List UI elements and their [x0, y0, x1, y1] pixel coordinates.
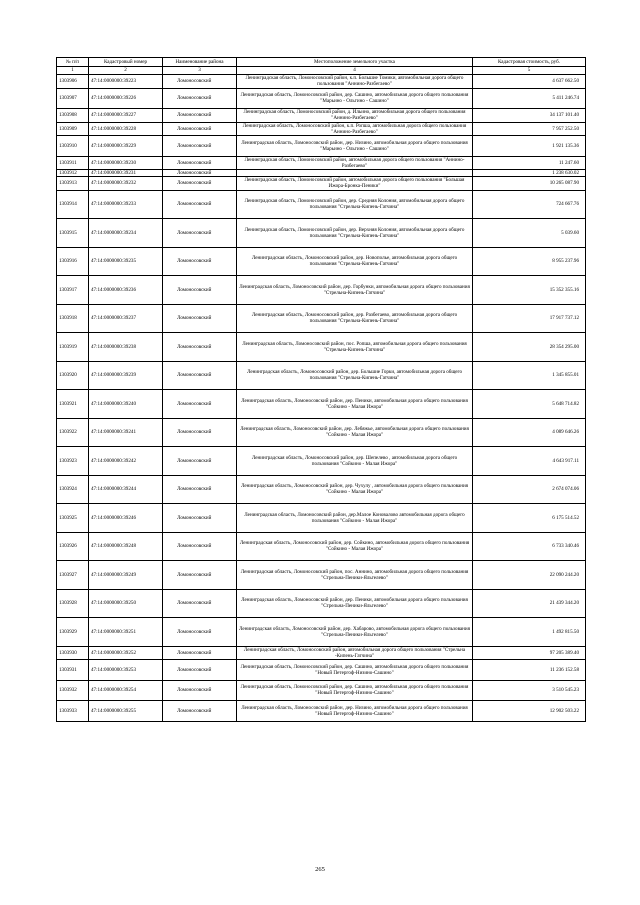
row-index: 1303909: [57, 122, 89, 136]
table-row: [57, 177, 586, 191]
row-index: 1303919: [57, 333, 89, 362]
row-index: 1303924: [57, 475, 89, 504]
column-number: 5: [473, 67, 586, 75]
cadastral-number: 47:14:0000000:39253: [89, 660, 163, 681]
district-name: Ломоносовский: [163, 532, 237, 561]
location: Ленинградская область, Ломоносовский район, дер. Сашино, автомобильная дорога общего пользования "Марьино - Ольгино - Сашино": [237, 88, 473, 109]
cadastral-number: 47:14:0000000:39249: [89, 561, 163, 590]
district-name: Ломоносовский: [163, 109, 237, 123]
district-name: Ломоносовский: [163, 390, 237, 419]
location: Ленинградская область, Ломоносовский район, пос. Ропша, автомобильная дорога общего пользования "Стрельна-Кипень-Гатчина": [237, 333, 473, 362]
cadastral-value: 10 265 087.90: [473, 177, 586, 191]
cadastral-number: 47:14:0000000:39239: [89, 361, 163, 390]
table-row: [57, 680, 586, 701]
cadastral-value: 7 957 252.50: [473, 122, 586, 136]
cadastral-value: 1 921 135.36: [473, 136, 586, 157]
header-cadastral-number: Кадастровый номер: [89, 58, 163, 67]
location: Ленинградская область, Ломоносовский район, дер. Хабарово, автомобильная дорога общего пользования "Стрельна-Пеники-Яльгелево": [237, 618, 473, 647]
row-index: 1303931: [57, 660, 89, 681]
cadastral-value: 1 238 630.02: [473, 170, 586, 177]
cadastral-value: 6 733 340.46: [473, 532, 586, 561]
column-number: 3: [163, 67, 237, 75]
table-row: [57, 122, 586, 136]
location: Ленинградская область, Ломоносовский район, дер. Чухулу , автомобильная дорога общего пользования "Сойкино - Малая Ижора": [237, 475, 473, 504]
location: Ленинградская область, Ломоносовский район, дер. Верхняя Колония, автомобильная дорога общего пользования "Стрельна-Кипень-Гатчина": [237, 219, 473, 248]
location: Ленинградская область, Ломоносовский район, дер. Низино, автомобильная дорога общего пользования "Новый Петергоф-Низино-Сашино": [237, 701, 473, 722]
location: Ленинградская область, Ломоносовский район, дер. Большие Горки, автомобильная дорога общего пользования "Стрельна-Кипень-Гатчина": [237, 361, 473, 390]
cadastral-number: 47:14:0000000:39227: [89, 109, 163, 123]
table-row: [57, 109, 586, 123]
row-index: 1303912: [57, 170, 89, 177]
district-name: Ломоносовский: [163, 219, 237, 248]
location: Ленинградская область, Ломоносовский район, дер. Шепелево , автомобильная дорога общего пользования "Сойкино - Малая Ижора": [237, 447, 473, 476]
cadastral-number: 47:14:0000000:39252: [89, 646, 163, 660]
table-row: [57, 646, 586, 660]
cadastral-number: 47:14:0000000:39238: [89, 333, 163, 362]
cadastral-number: 47:14:0000000:39241: [89, 418, 163, 447]
district-name: Ломоносовский: [163, 418, 237, 447]
district-name: Ломоносовский: [163, 475, 237, 504]
cadastral-value: 4 637 662.50: [473, 75, 586, 89]
district-name: Ломоносовский: [163, 701, 237, 722]
location: Ленинградская область, Ломоносовский район, дер. Пеники, автомобильная дорога общего пользования "Стрельна-Пеники-Яльгелево": [237, 589, 473, 618]
cadastral-value: 3 510 545.23: [473, 680, 586, 701]
row-index: 1303917: [57, 276, 89, 305]
page-number: 265: [315, 866, 325, 873]
cadastral-value: 2 674 074.06: [473, 475, 586, 504]
location: Ленинградская область, Ломоносовский район, дер. Сойкино, автомобильная дорога общего пользования "Сойкино - Малая Ижора": [237, 532, 473, 561]
header-location: Местоположение земельного участка: [237, 58, 473, 67]
table-body: [57, 75, 586, 722]
header-row: [57, 58, 586, 67]
column-number-row: [57, 67, 586, 75]
cadastral-number: 47:14:0000000:39255: [89, 701, 163, 722]
cadastral-number: 47:14:0000000:39240: [89, 390, 163, 419]
row-index: 1303908: [57, 109, 89, 123]
row-index: 1303922: [57, 418, 89, 447]
cadastral-value: 8 955 237.96: [473, 247, 586, 276]
table-row: [57, 589, 586, 618]
cadastral-value: 4 089 646.26: [473, 418, 586, 447]
cadastral-value: 28 354 295.00: [473, 333, 586, 362]
cadastral-value: 97 205 389.40: [473, 646, 586, 660]
row-index: 1303915: [57, 219, 89, 248]
table-row: [57, 447, 586, 476]
cadastral-value: 11 236 152.58: [473, 660, 586, 681]
location: Ленинградская область, Ломоносовский район, дер. Новополье, автомобильная дорога общего пользования "Стрельна-Кипень-Гатчина": [237, 247, 473, 276]
row-index: 1303921: [57, 390, 89, 419]
cadastral-value: 4 643 917.11: [473, 447, 586, 476]
district-name: Ломоносовский: [163, 156, 237, 170]
location: Ленинградская область, Ломоносовский район, автомобильная дорога общего пользования "Стрельна -Кипень-Гатчина": [237, 646, 473, 660]
location: Ленинградская область, Ломоносовский район, дер. Горбунки, автомобильная дорога общего пользования "Стрельна-Кипень-Гатчина": [237, 276, 473, 305]
location: [237, 170, 473, 177]
table-row: [57, 660, 586, 681]
row-index: 1303927: [57, 561, 89, 590]
cadastral-number: 47:14:0000000:39233: [89, 190, 163, 219]
header-index: № п/п: [57, 58, 89, 67]
location: Ленинградская область, Ломоносовский район, дер. Лебяжье, автомобильная дорога общего пользования "Сойкино - Малая Ижора": [237, 418, 473, 447]
row-index: 1303925: [57, 504, 89, 533]
row-index: 1303923: [57, 447, 89, 476]
table-row: [57, 156, 586, 170]
cadastral-number: 47:14:0000000:39230: [89, 156, 163, 170]
row-index: 1303907: [57, 88, 89, 109]
table-row: [57, 390, 586, 419]
row-index: 1303918: [57, 304, 89, 333]
cadastral-number: 47:14:0000000:39231: [89, 170, 163, 177]
cadastral-number: 47:14:0000000:39232: [89, 177, 163, 191]
table-row: [57, 701, 586, 722]
location: Ленинградская область, Ломоносовский район, дер. Сашино, автомобильная дорога общего пользования "Новый Петергоф-Низино-Сашино": [237, 660, 473, 681]
table-row: [57, 418, 586, 447]
table-row: [57, 304, 586, 333]
district-name: Ломоносовский: [163, 122, 237, 136]
cadastral-number: 47:14:0000000:39228: [89, 122, 163, 136]
table-row: [57, 219, 586, 248]
cadastral-value: 21 439 344.20: [473, 589, 586, 618]
district-name: Ломоносовский: [163, 660, 237, 681]
cadastral-value: 6 175 514.52: [473, 504, 586, 533]
cadastral-number: 47:14:0000000:39223: [89, 75, 163, 89]
row-index: 1303910: [57, 136, 89, 157]
table-row: [57, 136, 586, 157]
header-district: Наименование района: [163, 58, 237, 67]
cadastral-value: 5 411 246.74: [473, 88, 586, 109]
district-name: Ломоносовский: [163, 504, 237, 533]
district-name: Ломоносовский: [163, 190, 237, 219]
column-number: 2: [89, 67, 163, 75]
table-row: [57, 475, 586, 504]
row-index: 1303914: [57, 190, 89, 219]
cadastral-value: 724 667.76: [473, 190, 586, 219]
row-index: 1303911: [57, 156, 89, 170]
district-name: Ломоносовский: [163, 276, 237, 305]
cadastral-value: 1 345 855.01: [473, 361, 586, 390]
location: Ленинградская область, Ломоносовский район, дер. Низино, автомобильная дорога общего пользования "Марьино - Ольгино - Сашино": [237, 136, 473, 157]
column-number: 1: [57, 67, 89, 75]
cadastral-value: 5 648 714.82: [473, 390, 586, 419]
district-name: Ломоносовский: [163, 333, 237, 362]
cadastral-number: 47:14:0000000:39235: [89, 247, 163, 276]
cadastral-number: 47:14:0000000:39250: [89, 589, 163, 618]
table-row: [57, 170, 586, 177]
cadastral-number: 47:14:0000000:39242: [89, 447, 163, 476]
cadastral-number: 47:14:0000000:39244: [89, 475, 163, 504]
district-name: Ломоносовский: [163, 75, 237, 89]
row-index: 1303933: [57, 701, 89, 722]
district-name: Ломоносовский: [163, 561, 237, 590]
cadastral-value: 12 902 503.22: [473, 701, 586, 722]
location: Ленинградская область, Ломоносовский район, к.п. Ропша, автомобильная дорога общего пользования "Аннино-Разбегаево": [237, 122, 473, 136]
cadastral-value: 15 352 355.16: [473, 276, 586, 305]
column-number: 4: [237, 67, 473, 75]
location: Ленинградская область, Ломоносовский район, д. Ильино, автомобильная дорога общего пользования "Аннино-Разбегаево": [237, 109, 473, 123]
location: Ленинградская область, Ломоносовский район, пос. Аннино, автомобильная дорога общего пользования "Стрельна-Пеники-Яльгелево": [237, 561, 473, 590]
location: Ленинградская область, Ломоносовский район, дер. Средняя Колония, автомобильная дорога общего пользования "Стрельна-Кипень-Гатчина": [237, 190, 473, 219]
district-name: Ломоносовский: [163, 589, 237, 618]
row-index: 1303929: [57, 618, 89, 647]
cadastral-value: 11 247.60: [473, 156, 586, 170]
table-row: [57, 504, 586, 533]
cadastral-number: 47:14:0000000:39237: [89, 304, 163, 333]
district-name: Ломоносовский: [163, 646, 237, 660]
cadastral-number: 47:14:0000000:39236: [89, 276, 163, 305]
row-index: 1303930: [57, 646, 89, 660]
cadastral-value: 34 137 101.40: [473, 109, 586, 123]
location: Ленинградская область, Ломоносовский район, к.п. Большие Томики, автомобильная дорога общего пользования "Аннино-Разбегаево": [237, 75, 473, 89]
table-row: [57, 333, 586, 362]
district-name: Ломоносовский: [163, 136, 237, 157]
row-index: 1303913: [57, 177, 89, 191]
cadastral-number: 47:14:0000000:39246: [89, 504, 163, 533]
location: Ленинградская область, Ломоносовский район, дер. Разбегаево, автомобильная дорога общего пользования "Стрельна-Кипень-Гатчина": [237, 304, 473, 333]
location: Ленинградская область, Ломоносовский район, дер. Пеники, автомобильная дорога общего пользования "Сойкино - Малая Ижора": [237, 390, 473, 419]
cadastral-number: 47:14:0000000:39254: [89, 680, 163, 701]
table-row: [57, 532, 586, 561]
cadastral-number: 47:14:0000000:39226: [89, 88, 163, 109]
district-name: Ломоносовский: [163, 177, 237, 191]
table-row: [57, 361, 586, 390]
location: Ленинградская область, Ломоносовский район, дер. Сашино, автомобильная дорога общего пользования "Новый Петергоф-Низино-Сашино": [237, 680, 473, 701]
location: Ленинградская область, Ломоносовский район, автомобильная дорога общего пользования "Аннино-Разбегаево": [237, 156, 473, 170]
table-row: [57, 75, 586, 89]
table-row: [57, 190, 586, 219]
row-index: 1303928: [57, 589, 89, 618]
district-name: Ломоносовский: [163, 247, 237, 276]
cadastral-value: 22 090 244.20: [473, 561, 586, 590]
table-row: [57, 276, 586, 305]
row-index: 1303916: [57, 247, 89, 276]
row-index: 1303920: [57, 361, 89, 390]
district-name: Ломоносовский: [163, 88, 237, 109]
cadastral-value-table: [56, 57, 586, 722]
cadastral-value: 5 039.60: [473, 219, 586, 248]
table-row: [57, 618, 586, 647]
location: Ленинградская область, Ломоносовский район, дер.Малое Коновалово автомобильная дорога общего пользования "Сойкино - Малая Ижора": [237, 504, 473, 533]
table-row: [57, 88, 586, 109]
row-index: 1303926: [57, 532, 89, 561]
cadastral-number: 47:14:0000000:39251: [89, 618, 163, 647]
row-index: 1303932: [57, 680, 89, 701]
cadastral-number: 47:14:0000000:39248: [89, 532, 163, 561]
district-name: Ломоносовский: [163, 447, 237, 476]
cadastral-value: 1 492 815.50: [473, 618, 586, 647]
row-index: 1303906: [57, 75, 89, 89]
district-name: Ломоносовский: [163, 170, 237, 177]
district-name: Ломоносовский: [163, 361, 237, 390]
cadastral-number: 47:14:0000000:39234: [89, 219, 163, 248]
header-cadastral-value: Кадастровая стоимость, руб.: [473, 58, 586, 67]
district-name: Ломоносовский: [163, 304, 237, 333]
cadastral-value: 17 917 737.12: [473, 304, 586, 333]
district-name: Ломоносовский: [163, 618, 237, 647]
cadastral-number: 47:14:0000000:39229: [89, 136, 163, 157]
table-row: [57, 561, 586, 590]
table-row: [57, 247, 586, 276]
location: Ленинградская область, Ломоносовский район, автомобильная дорога общего пользования "Большая Ижора-Бронка-Пеники": [237, 177, 473, 191]
district-name: Ломоносовский: [163, 680, 237, 701]
